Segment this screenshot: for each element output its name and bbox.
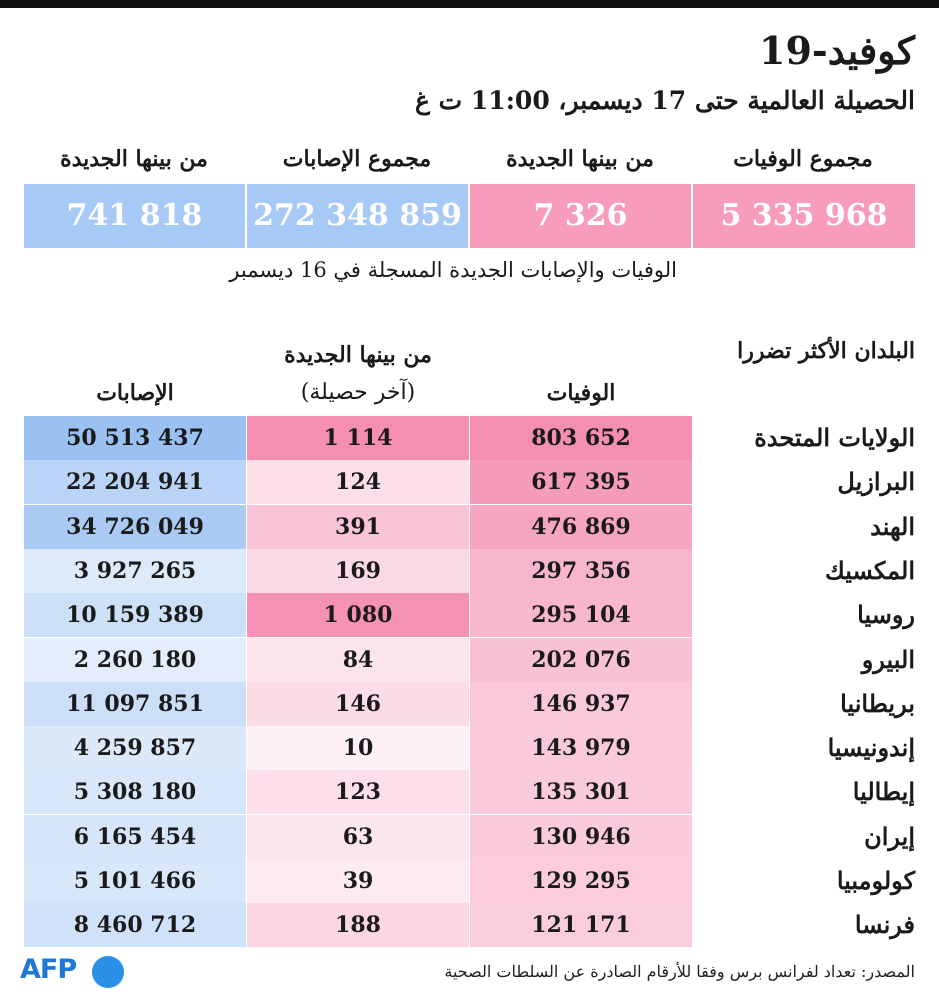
table-new-deaths-cell: 188	[247, 903, 469, 947]
table-cases-cell: 34 726 049	[24, 505, 246, 549]
table-cases-cell: 22 204 941	[24, 460, 246, 504]
table-cases-cell: 8 460 712	[24, 903, 246, 947]
table-cases-cell: 3 927 265	[24, 549, 246, 593]
summary-label-new-cases: من بينها الجديدة	[60, 146, 208, 172]
summary-box-total-cases: 272 348 859	[247, 184, 468, 248]
table-country-cell: فرنسا	[854, 910, 915, 940]
table-country-cell: روسيا	[857, 600, 915, 630]
table-deaths-cell: 476 869	[470, 505, 692, 549]
summary-box-new-deaths: 7 326	[470, 184, 691, 248]
table-cases-cell: 5 308 180	[24, 770, 246, 814]
table-country-cell: إيران	[864, 821, 915, 851]
table-deaths-cell: 297 356	[470, 549, 692, 593]
table-header-deaths: الوفيات	[546, 380, 616, 406]
table-country-cell: كولومبيا	[836, 866, 915, 895]
table-country-cell: الولايات المتحدة	[754, 423, 915, 452]
summary-note: الوفيات والإصابات الجديدة المسجلة في 16 ديسمبر	[229, 258, 677, 282]
table-new-deaths-cell: 146	[247, 682, 469, 726]
table-deaths-cell: 121 171	[470, 903, 692, 947]
table-deaths-cell: 202 076	[470, 638, 692, 682]
table-country-cell: البرازيل	[837, 467, 915, 497]
table-deaths-cell: 135 301	[470, 770, 692, 814]
page-title: كوفيد-19	[759, 28, 915, 73]
table-country-cell: بريطانيا	[840, 688, 915, 718]
table-section-title: البلدان الأكثر تضررا	[737, 338, 915, 364]
table-new-deaths-cell: 63	[247, 815, 469, 859]
table-new-deaths-cell: 123	[247, 770, 469, 814]
top-bar	[0, 0, 939, 8]
table-cases-cell: 4 259 857	[24, 726, 246, 770]
table-country-cell: إيطاليا	[852, 777, 915, 807]
table-deaths-cell: 143 979	[470, 726, 692, 770]
table-cases-cell: 5 101 466	[24, 859, 246, 903]
table-country-cell: المكسيك	[825, 555, 915, 585]
table-cases-cell: 11 097 851	[24, 682, 246, 726]
summary-label-total-cases: مجموع الإصابات	[282, 146, 432, 172]
afp-logo-text: AFP	[20, 954, 77, 985]
table-deaths-cell: 129 295	[470, 859, 692, 903]
table-deaths-cell: 146 937	[470, 682, 692, 726]
table-new-deaths-cell: 39	[247, 859, 469, 903]
table-deaths-cell: 803 652	[470, 416, 692, 460]
table-country-cell: البيرو	[861, 644, 915, 674]
table-cases-cell: 6 165 454	[24, 815, 246, 859]
source-note: المصدر: تعداد لفرانس برس وفقا للأرقام الصادرة عن السلطات الصحية	[444, 962, 915, 981]
table-new-deaths-cell: 1 114	[247, 416, 469, 460]
table-new-deaths-cell: 1 080	[247, 593, 469, 637]
table-deaths-cell: 295 104	[470, 593, 692, 637]
table-header-new-line1: من بينها الجديدة	[284, 342, 432, 368]
table-new-deaths-cell: 84	[247, 638, 469, 682]
table-country-cell: الهند	[870, 511, 915, 541]
summary-box-total-deaths: 5 335 968	[693, 184, 915, 248]
afp-logo-dot	[92, 956, 124, 988]
summary-label-new-deaths: من بينها الجديدة	[506, 146, 654, 172]
summary-box-new-cases: 741 818	[24, 184, 245, 248]
page-subtitle: الحصيلة العالمية حتى 17 ديسمبر، 11:00 ت غ	[415, 86, 915, 115]
table-header-new-line2: (آخر حصيلة)	[300, 380, 416, 405]
table-deaths-cell: 617 395	[470, 460, 692, 504]
table-new-deaths-cell: 391	[247, 505, 469, 549]
table-cases-cell: 2 260 180	[24, 638, 246, 682]
table-deaths-cell: 130 946	[470, 815, 692, 859]
table-country-cell: إندونيسيا	[827, 733, 915, 763]
summary-label-total-deaths: مجموع الوفيات	[733, 146, 873, 172]
table-new-deaths-cell: 124	[247, 460, 469, 504]
table-new-deaths-cell: 169	[247, 549, 469, 593]
table-new-deaths-cell: 10	[247, 726, 469, 770]
table-cases-cell: 50 513 437	[24, 416, 246, 460]
table-header-cases: الإصابات	[96, 380, 174, 406]
table-cases-cell: 10 159 389	[24, 593, 246, 637]
